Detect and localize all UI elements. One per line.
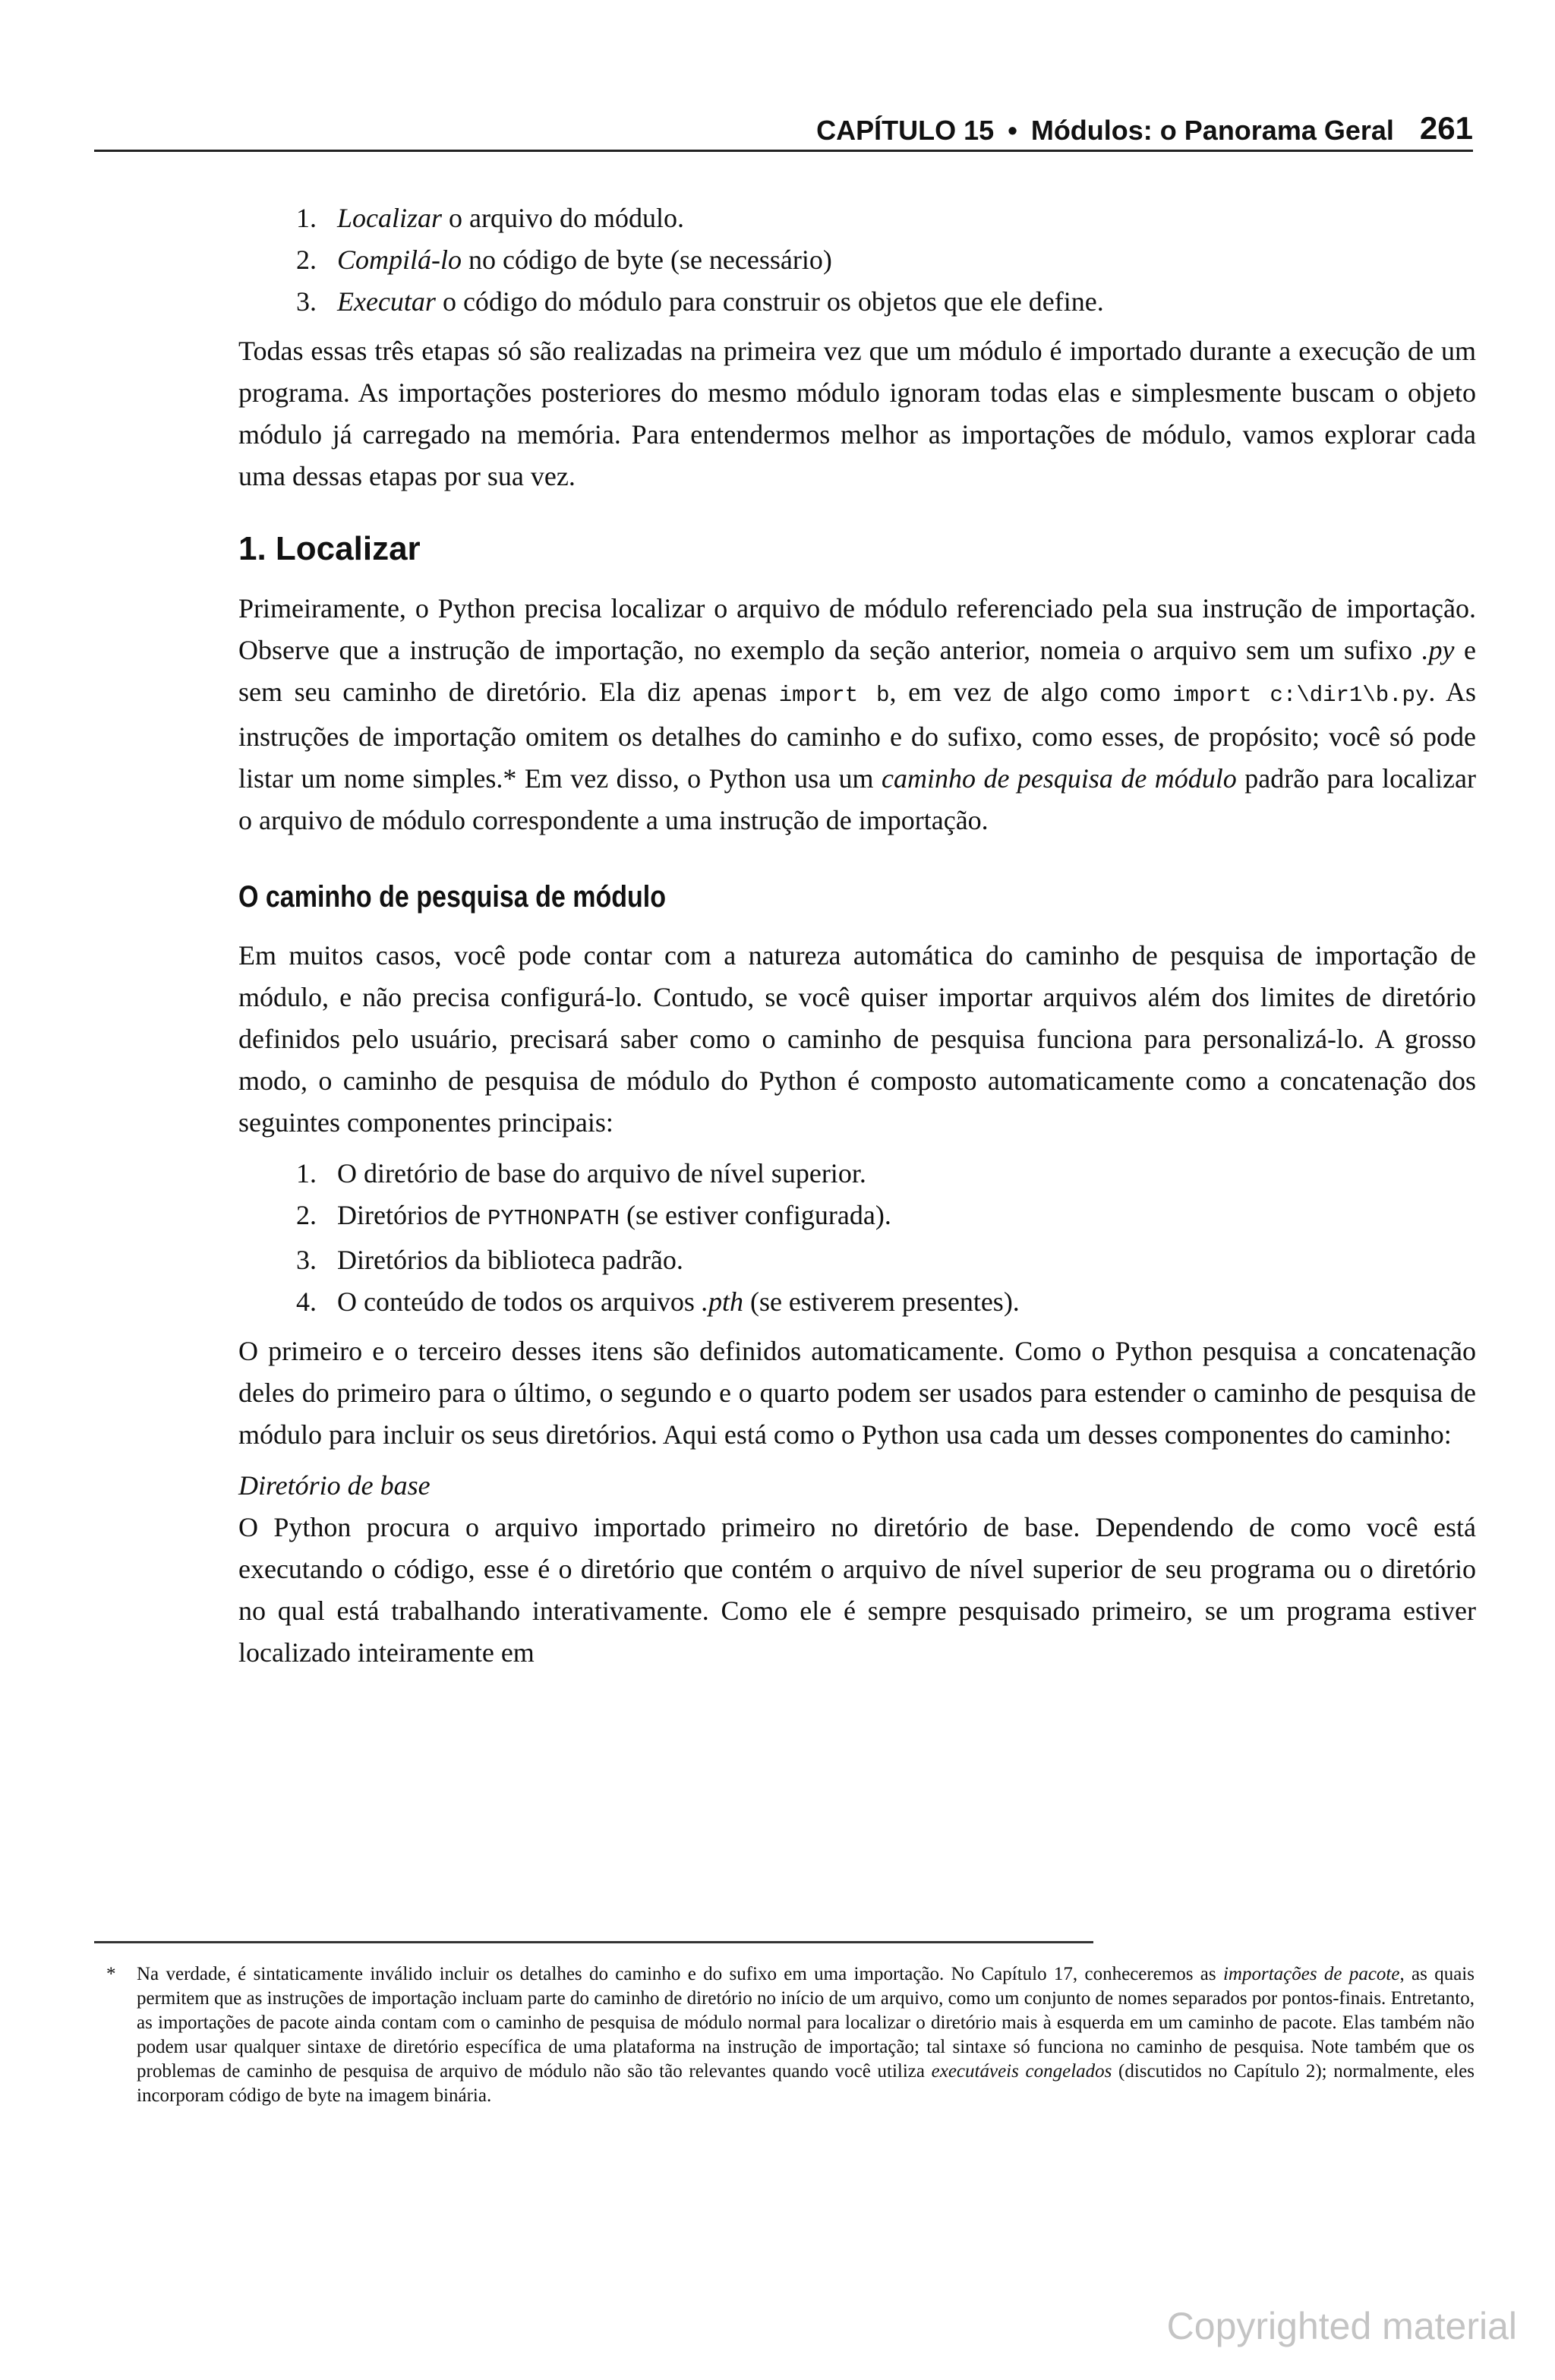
list-item: 4. O conteúdo de todos os arquivos .pth (se estiverem presentes). bbox=[296, 1281, 1476, 1323]
chapter-label: CAPÍTULO 15 bbox=[816, 115, 995, 146]
list-number: 2. bbox=[296, 1200, 317, 1230]
section-heading: 1. Localizar bbox=[238, 530, 421, 567]
list-number: 3. bbox=[296, 286, 317, 317]
step-text: o código do módulo para construir os objetos que ele define. bbox=[435, 286, 1104, 317]
list-item bbox=[296, 197, 1476, 239]
subsection-heading: O caminho de pesquisa de módulo bbox=[238, 880, 666, 914]
list-item bbox=[296, 281, 1476, 323]
step-term: Localizar bbox=[337, 203, 443, 233]
footnote-divider bbox=[94, 1941, 1093, 1943]
step-term: Executar bbox=[337, 286, 436, 317]
steps-list bbox=[238, 197, 1476, 323]
step-term: Compilá-lo bbox=[337, 245, 462, 275]
footnote-marker: * bbox=[106, 1964, 116, 1984]
emphasis-term: caminho de pesquisa de módulo bbox=[882, 763, 1237, 794]
definition-label: Diretório de base bbox=[238, 1470, 431, 1501]
pth-extension: .pth bbox=[701, 1286, 743, 1317]
components-list bbox=[238, 1153, 1476, 1323]
code-pythonpath: PYTHONPATH bbox=[487, 1206, 620, 1231]
chapter-title: Módulos: o Panorama Geral bbox=[1030, 115, 1394, 146]
component-text: Diretórios da biblioteca padrão. bbox=[337, 1245, 683, 1275]
running-header bbox=[94, 110, 1473, 152]
code-import-path: import c:\dir1\b.py bbox=[1172, 683, 1429, 708]
list-number: 3. bbox=[296, 1245, 317, 1275]
code-import-b: import b bbox=[778, 683, 890, 708]
page-body bbox=[238, 197, 1476, 1674]
subsection-paragraph-2: O primeiro e o terceiro desses itens são definidos automaticamente. Como o Python pesquisa a concatenação deles do primeiro para o último, o segundo e o quarto podem ser usados para estender o caminho de pesquisa de módulo para incluir os seus diretórios. Aqui está como o Python usa cada um desses componentes do caminho: bbox=[238, 1336, 1476, 1450]
list-item bbox=[296, 1153, 1476, 1195]
copyright-watermark: Copyrighted material bbox=[1166, 2305, 1517, 2347]
definition-body: O Python procura o arquivo importado primeiro no diretório de base. Dependendo de como você está executando o código, esse é o diretório que contém o arquivo de nível superior de seu programa ou o diretório no qual está trabalhando interativamente. Como ele é sempre pesquisado primeiro, se um programa estiver localizado inteiramente em bbox=[238, 1512, 1476, 1668]
component-text: O diretório de base do arquivo de nível superior. bbox=[337, 1158, 866, 1188]
page-number: 261 bbox=[1419, 110, 1473, 146]
list-item bbox=[296, 239, 1476, 281]
list-item bbox=[296, 1239, 1476, 1281]
intro-paragraph: Todas essas três etapas só são realizadas na primeira vez que um módulo é importado durante a execução de um programa. As importações posteriores do mesmo módulo ignoram todas elas e simplesmente buscam o objeto módulo já carregado na memória. Para entendermos melhor as importações de módulo, vamos explorar cada uma dessas etapas por sua vez. bbox=[238, 336, 1476, 491]
list-number: 2. bbox=[296, 245, 317, 275]
header-bullet: • bbox=[1008, 115, 1017, 146]
footnote-emphasis: executáveis congelados bbox=[931, 2061, 1112, 2082]
footnote: * Na verdade, é sintaticamente inválido incluir os detalhes do caminho e do sufixo em uma importação. No Capítulo 17, conheceremos as importações de pacote, as quais permitem que as instruções de importação incluam parte do caminho de diretório no início de um arquivo, como um conjunto de nomes separados por pontos-finais. Entretanto, as importações de pacote ainda contam com o caminho de pesquisa de módulo normal para localizar o diretório mais à esquerda em um caminho de pacote. Elas também não podem usar qualquer sintaxe de diretório específica de uma plataforma na instrução de importação; tal sintaxe só funciona no caminho de pesquisa. Note também que os problemas de caminho de pesquisa de arquivo de módulo não são tão relevantes quando você utiliza executáveis congelados (discutidos no Capítulo 2); normalmente, eles incorporam código de byte na imagem binária. bbox=[106, 1964, 1475, 2106]
step-text: o arquivo do módulo. bbox=[442, 203, 685, 233]
subsection-paragraph: Em muitos casos, você pode contar com a natureza automática do caminho de pesquisa de importação de módulo, e não precisa configurá-lo. Contudo, se você quiser importar arquivos além dos limites de diretório definidos pelo usuário, precisará saber como o caminho de pesquisa funciona para personalizá-lo. A grosso modo, o caminho de pesquisa de módulo do Python é composto automaticamente como a concatenação dos seguintes componentes principais: bbox=[238, 940, 1476, 1138]
list-item: 2. Diretórios de PYTHONPATH (se estiver configurada). bbox=[296, 1195, 1476, 1239]
py-extension: .py bbox=[1421, 635, 1455, 665]
step-text: no código de byte (se necessário) bbox=[462, 245, 832, 275]
list-number: 1. bbox=[296, 203, 317, 233]
list-number: 4. bbox=[296, 1286, 317, 1317]
section-paragraph: Primeiramente, o Python precisa localizar o arquivo de módulo referenciado pela sua instrução de importação. Observe que a instrução de importação, no exemplo da seção anterior, nomeia o arquivo sem um sufixo .py e sem seu caminho de diretório. Ela diz apenas import b, em vez de algo como import c:\dir1\b.py. As instruções de importação omitem os detalhes do caminho e do sufixo, como esses, de propósito; você só pode listar um nome simples.* Em vez disso, o Python usa um caminho de pesquisa de módulo padrão para localizar o arquivo de módulo correspondente a uma instrução de importação. bbox=[238, 593, 1477, 835]
footnote-emphasis: importações de pacote bbox=[1222, 1964, 1400, 1984]
list-number: 1. bbox=[296, 1158, 317, 1188]
